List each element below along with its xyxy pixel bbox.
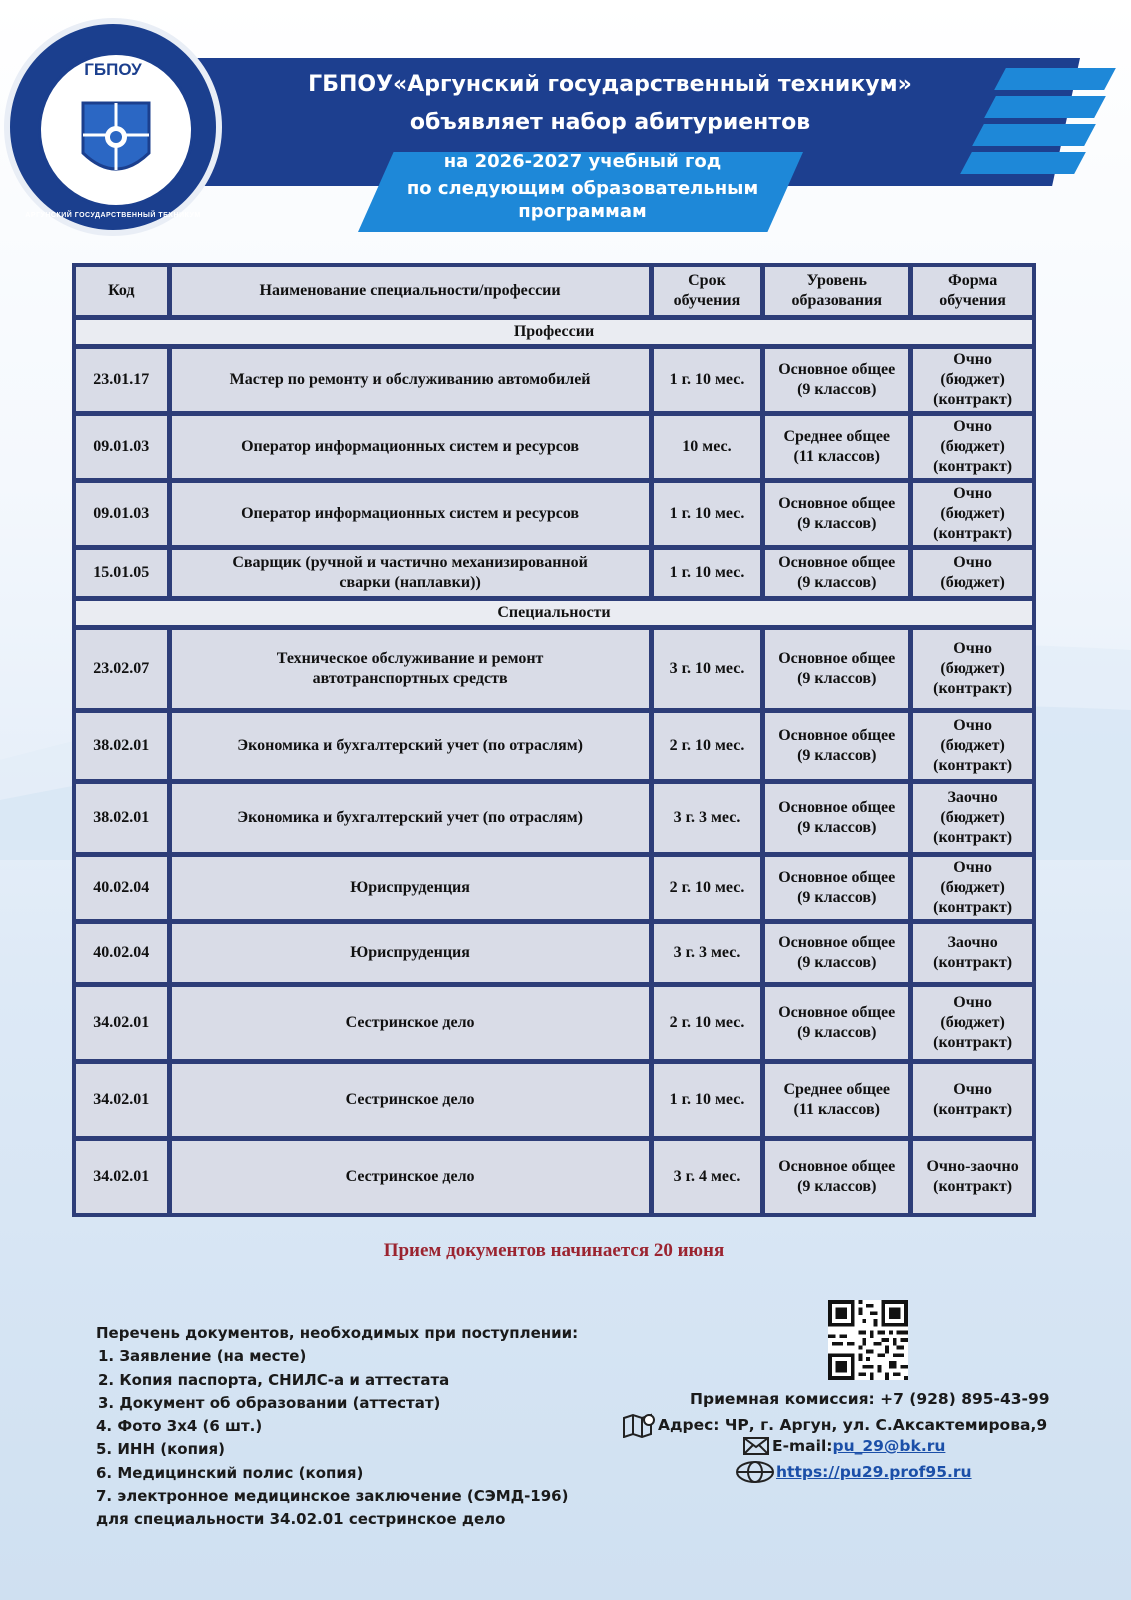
cell-form-line: (контракт) <box>933 525 1013 542</box>
cell-level-line: (9 классов) <box>797 954 877 971</box>
cell-level-line: Основное общее <box>778 727 896 744</box>
cell-form-line: Очно-заочно <box>926 1158 1019 1175</box>
cell-form-line: (контракт) <box>933 899 1013 916</box>
header-level-line: образования <box>791 292 883 309</box>
cell-level <box>764 1063 909 1137</box>
cell-term-line: 2 г. 10 мес. <box>669 737 745 754</box>
cell-form-line: (контракт) <box>933 1034 1013 1051</box>
cell-level-line: Основное общее <box>778 799 896 816</box>
cell-level-line: (9 классов) <box>797 747 877 764</box>
cell-term <box>653 986 762 1060</box>
documents-list <box>96 1322 578 1532</box>
cell-code <box>75 856 168 920</box>
cell-form-line: (бюджет) <box>940 660 1005 677</box>
cell-code <box>75 415 168 479</box>
cell-name <box>171 415 650 479</box>
cell-name-line: автотранспортных средств <box>312 670 508 687</box>
cell-name <box>171 549 650 597</box>
cell-form-line: Очно <box>953 485 992 502</box>
table-row <box>75 348 1033 412</box>
cell-term-line: 3 г. 3 мес. <box>673 809 741 826</box>
documents-item: 2. Копия паспорта, СНИЛС-а и аттестата <box>98 1370 450 1389</box>
header-year-line: на 2026-2027 учебный год <box>443 151 722 172</box>
cell-name <box>171 712 650 780</box>
cell-form-line: (контракт) <box>933 1101 1013 1118</box>
cell-form-line: (бюджет) <box>940 737 1005 754</box>
header-form <box>912 266 1033 316</box>
cell-level-line: (9 классов) <box>797 381 877 398</box>
email-label: E-mail: <box>772 1437 833 1455</box>
logo-year: 1966 <box>98 188 128 203</box>
cell-name-line: сварки (наплавки)) <box>339 574 481 591</box>
cell-form-line: Заочно <box>947 789 998 806</box>
table-row <box>75 482 1033 546</box>
logo-abbr: ГБПОУ <box>84 60 142 79</box>
cell-name <box>171 923 650 983</box>
website-link[interactable]: https://pu29.prof95.ru <box>776 1463 972 1481</box>
cell-form <box>912 1140 1033 1214</box>
cell-level-line: (11 классов) <box>793 1101 880 1118</box>
cell-term-line: 1 г. 10 мес. <box>669 505 745 522</box>
cell-level <box>764 856 909 920</box>
cell-code-line: 09.01.03 <box>93 438 150 455</box>
cell-term-line: 3 г. 3 мес. <box>673 944 741 961</box>
globe-icon <box>734 1460 776 1484</box>
cell-form <box>912 348 1033 412</box>
cell-name-line: Сестринское дело <box>345 1091 475 1108</box>
documents-item: для специальности 34.02.01 сестринское дело <box>96 1510 506 1529</box>
map-icon <box>622 1412 658 1438</box>
documents-item: 3. Документ об образовании (аттестат) <box>98 1393 441 1412</box>
decor-stripe <box>972 124 1096 146</box>
documents-item: 4. Фото 3x4 (6 шт.) <box>96 1417 263 1436</box>
cell-name-line: Экономика и бухгалтерский учет (по отраслям) <box>237 737 583 754</box>
cell-code-line: 38.02.01 <box>93 809 150 826</box>
cell-form <box>912 629 1033 709</box>
section-professions: Профессии <box>75 319 1033 345</box>
cell-level-line: Основное общее <box>778 650 896 667</box>
cell-level <box>764 712 909 780</box>
cell-form-line: (бюджет) <box>940 1014 1005 1031</box>
table-header-row <box>75 266 1033 316</box>
acceptance-notice: Прием документов начинается 20 июня <box>383 1240 725 1261</box>
cell-code-line: 34.02.01 <box>93 1014 150 1031</box>
cell-name <box>171 348 650 412</box>
cell-form-line: (контракт) <box>933 458 1013 475</box>
cell-form <box>912 549 1033 597</box>
cell-level <box>764 783 909 853</box>
cell-form-line: Очно <box>953 640 992 657</box>
cell-code <box>75 986 168 1060</box>
cell-level <box>764 415 909 479</box>
cell-name-line: Техническое обслуживание и ремонт <box>276 650 544 667</box>
cell-term <box>653 856 762 920</box>
table-row <box>75 712 1033 780</box>
specialties-body <box>75 629 1033 1214</box>
header-term <box>653 266 762 316</box>
cell-code-line: 09.01.03 <box>93 505 150 522</box>
cell-term <box>653 1140 762 1214</box>
cell-code-line: 15.01.05 <box>93 564 150 581</box>
cell-level-line: (9 классов) <box>797 1178 877 1195</box>
table-row <box>75 986 1033 1060</box>
cell-level-line: Основное общее <box>778 1158 896 1175</box>
cell-level <box>764 923 909 983</box>
cell-level <box>764 986 909 1060</box>
cell-form <box>912 856 1033 920</box>
header-subtitle: объявляет набор абитуриентов <box>409 110 811 135</box>
cell-level-line: (9 классов) <box>797 889 877 906</box>
cell-term <box>653 712 762 780</box>
email-link[interactable]: pu_29@bk.ru <box>832 1437 946 1455</box>
address-row <box>622 1412 1047 1438</box>
cell-code-line: 38.02.01 <box>93 737 150 754</box>
cell-name-line: Юриспруденция <box>350 879 470 896</box>
cell-name <box>171 783 650 853</box>
header-name: Наименование специальности/профессии <box>171 266 650 316</box>
address-text: Адрес: ЧР, г. Аргун, ул. С.Аксактемирова,9 <box>658 1416 1048 1434</box>
cell-term-line: 3 г. 4 мес. <box>673 1168 741 1185</box>
cell-code-line: 40.02.04 <box>93 879 150 896</box>
cell-level <box>764 629 909 709</box>
header-form-line: обучения <box>939 292 1006 309</box>
cell-term-line: 1 г. 10 мес. <box>669 564 745 581</box>
cell-code <box>75 549 168 597</box>
header-term-line: Срок <box>688 272 726 289</box>
cell-code-line: 34.02.01 <box>93 1091 150 1108</box>
cell-name <box>171 1063 650 1137</box>
cell-name <box>171 856 650 920</box>
email-row <box>742 1436 945 1456</box>
cell-term-line: 2 г. 10 мес. <box>669 1014 745 1031</box>
cell-level <box>764 348 909 412</box>
cell-form-line: (бюджет) <box>940 505 1005 522</box>
cell-form <box>912 1063 1033 1137</box>
documents-title: Перечень документов, необходимых при поступлении: <box>96 1324 579 1342</box>
cell-code <box>75 482 168 546</box>
cell-form <box>912 986 1033 1060</box>
cell-form-line: (бюджет) <box>940 371 1005 388</box>
cell-form <box>912 482 1033 546</box>
cell-term <box>653 549 762 597</box>
cell-code <box>75 1140 168 1214</box>
section-row <box>75 600 1033 626</box>
table-row <box>75 1140 1033 1214</box>
cell-term <box>653 783 762 853</box>
cell-level-line: (9 классов) <box>797 515 877 532</box>
cell-form-line: Очно <box>953 554 992 571</box>
cell-code-line: 23.01.17 <box>93 371 150 388</box>
table-row <box>75 856 1033 920</box>
professions-body <box>75 348 1033 597</box>
documents-item: 5. ИНН (копия) <box>96 1440 225 1459</box>
logo-ring-text: АРГУНСКИЙ ГОСУДАРСТВЕННЫЙ ТЕХНИКУМ <box>25 212 201 219</box>
cell-term-line: 2 г. 10 мес. <box>669 879 745 896</box>
cell-level-line: Основное общее <box>778 1004 896 1021</box>
cell-code <box>75 1063 168 1137</box>
cell-level-line: Основное общее <box>778 495 896 512</box>
cell-name-line: Мастер по ремонту и обслуживанию автомобилей <box>229 371 591 388</box>
cell-term <box>653 415 762 479</box>
cell-name <box>171 986 650 1060</box>
website-row <box>734 1460 972 1484</box>
cell-level-line: (9 классов) <box>797 1024 877 1041</box>
cell-level-line: Среднее общее <box>783 428 891 445</box>
table-row <box>75 783 1033 853</box>
cell-level <box>764 549 909 597</box>
documents-item: 6. Медицинский полис (копия) <box>96 1463 364 1482</box>
cell-form-line: Очно <box>953 351 992 368</box>
cell-code <box>75 923 168 983</box>
cell-term <box>653 482 762 546</box>
cell-term <box>653 348 762 412</box>
cell-form-line: Очно <box>953 418 992 435</box>
cell-form <box>912 712 1033 780</box>
decor-stripe <box>994 68 1116 90</box>
cell-form-line: Очно <box>953 859 992 876</box>
cell-code <box>75 783 168 853</box>
cell-name-line: Сварщик (ручной и частично механизированной <box>232 554 588 571</box>
header-title: ГБПОУ«Аргунский государственный техникум» <box>308 72 912 97</box>
table-row <box>75 629 1033 709</box>
cell-form-line: (контракт) <box>933 1178 1013 1195</box>
cell-code <box>75 629 168 709</box>
header-programs-line: по следующим образовательным <box>406 178 759 199</box>
table-row <box>75 1063 1033 1137</box>
cell-name <box>171 1140 650 1214</box>
cell-level-line: Основное общее <box>778 869 896 886</box>
decor-stripe <box>960 152 1086 174</box>
cell-level-line: Основное общее <box>778 934 896 951</box>
cell-form-line: (контракт) <box>933 391 1013 408</box>
cell-form-line: (контракт) <box>933 954 1013 971</box>
header-programs-line2: программам <box>518 201 647 222</box>
cell-level-line: Основное общее <box>778 361 896 378</box>
decor-stripe <box>984 96 1106 118</box>
cell-name-line: Оператор информационных систем и ресурсов <box>241 505 580 522</box>
cell-term <box>653 629 762 709</box>
cell-level-line: Среднее общее <box>783 1081 891 1098</box>
cell-form <box>912 415 1033 479</box>
cell-code <box>75 712 168 780</box>
cell-form <box>912 783 1033 853</box>
cell-level <box>764 482 909 546</box>
cell-form <box>912 923 1033 983</box>
cell-code-line: 34.02.01 <box>93 1168 150 1185</box>
cell-form-line: Заочно <box>947 934 998 951</box>
section-specialties: Специальности <box>75 600 1033 626</box>
cell-form-line: Очно <box>953 994 992 1011</box>
cell-term-line: 1 г. 10 мес. <box>669 1091 745 1108</box>
programs-table <box>72 263 1036 1217</box>
cell-name-line: Экономика и бухгалтерский учет (по отраслям) <box>237 809 583 826</box>
header-level-line: Уровень <box>806 272 867 289</box>
cell-code-line: 23.02.07 <box>93 660 150 677</box>
cell-form-line: (бюджет) <box>940 574 1005 591</box>
cell-level-line: (9 классов) <box>797 574 877 591</box>
cell-name-line: Сестринское дело <box>345 1168 475 1185</box>
cell-code <box>75 348 168 412</box>
cell-code-line: 40.02.04 <box>93 944 150 961</box>
section-row <box>75 319 1033 345</box>
table-row <box>75 415 1033 479</box>
cell-term-line: 3 г. 10 мес. <box>669 660 745 677</box>
cell-level <box>764 1140 909 1214</box>
table-row <box>75 923 1033 983</box>
header-level <box>764 266 909 316</box>
cell-form-line: Очно <box>953 717 992 734</box>
header-code: Код <box>75 266 168 316</box>
cell-name-line: Оператор информационных систем и ресурсов <box>241 438 580 455</box>
mail-icon <box>742 1436 772 1456</box>
cell-form-line: Очно <box>953 1081 992 1098</box>
cell-term <box>653 1063 762 1137</box>
cell-form-line: (бюджет) <box>940 809 1005 826</box>
cell-term-line: 1 г. 10 мес. <box>669 371 745 388</box>
phone-line: Приемная комиссия: +7 (928) 895-43-99 <box>690 1390 1050 1408</box>
cell-name-line: Юриспруденция <box>350 944 470 961</box>
cell-form-line: (контракт) <box>933 829 1013 846</box>
documents-item: 7. электронное медицинское заключение (СЭМД-196) <box>96 1487 569 1506</box>
cell-level-line: Основное общее <box>778 554 896 571</box>
cell-level-line: (11 классов) <box>793 448 880 465</box>
cell-term-line: 10 мес. <box>682 438 732 455</box>
qr-code <box>828 1300 908 1380</box>
cell-term <box>653 923 762 983</box>
table-row <box>75 549 1033 597</box>
cell-name-line: Сестринское дело <box>345 1014 475 1031</box>
cell-form-line: (бюджет) <box>940 438 1005 455</box>
documents-item: 1. Заявление (на месте) <box>98 1347 307 1366</box>
cell-level-line: (9 классов) <box>797 670 877 687</box>
college-logo <box>4 18 222 236</box>
cell-name <box>171 629 650 709</box>
cell-level-line: (9 классов) <box>797 819 877 836</box>
cell-form-line: (контракт) <box>933 680 1013 697</box>
cell-name <box>171 482 650 546</box>
cell-form-line: (контракт) <box>933 757 1013 774</box>
header-form-line: Форма <box>948 272 998 289</box>
cell-form-line: (бюджет) <box>940 879 1005 896</box>
header-term-line: обучения <box>673 292 741 309</box>
